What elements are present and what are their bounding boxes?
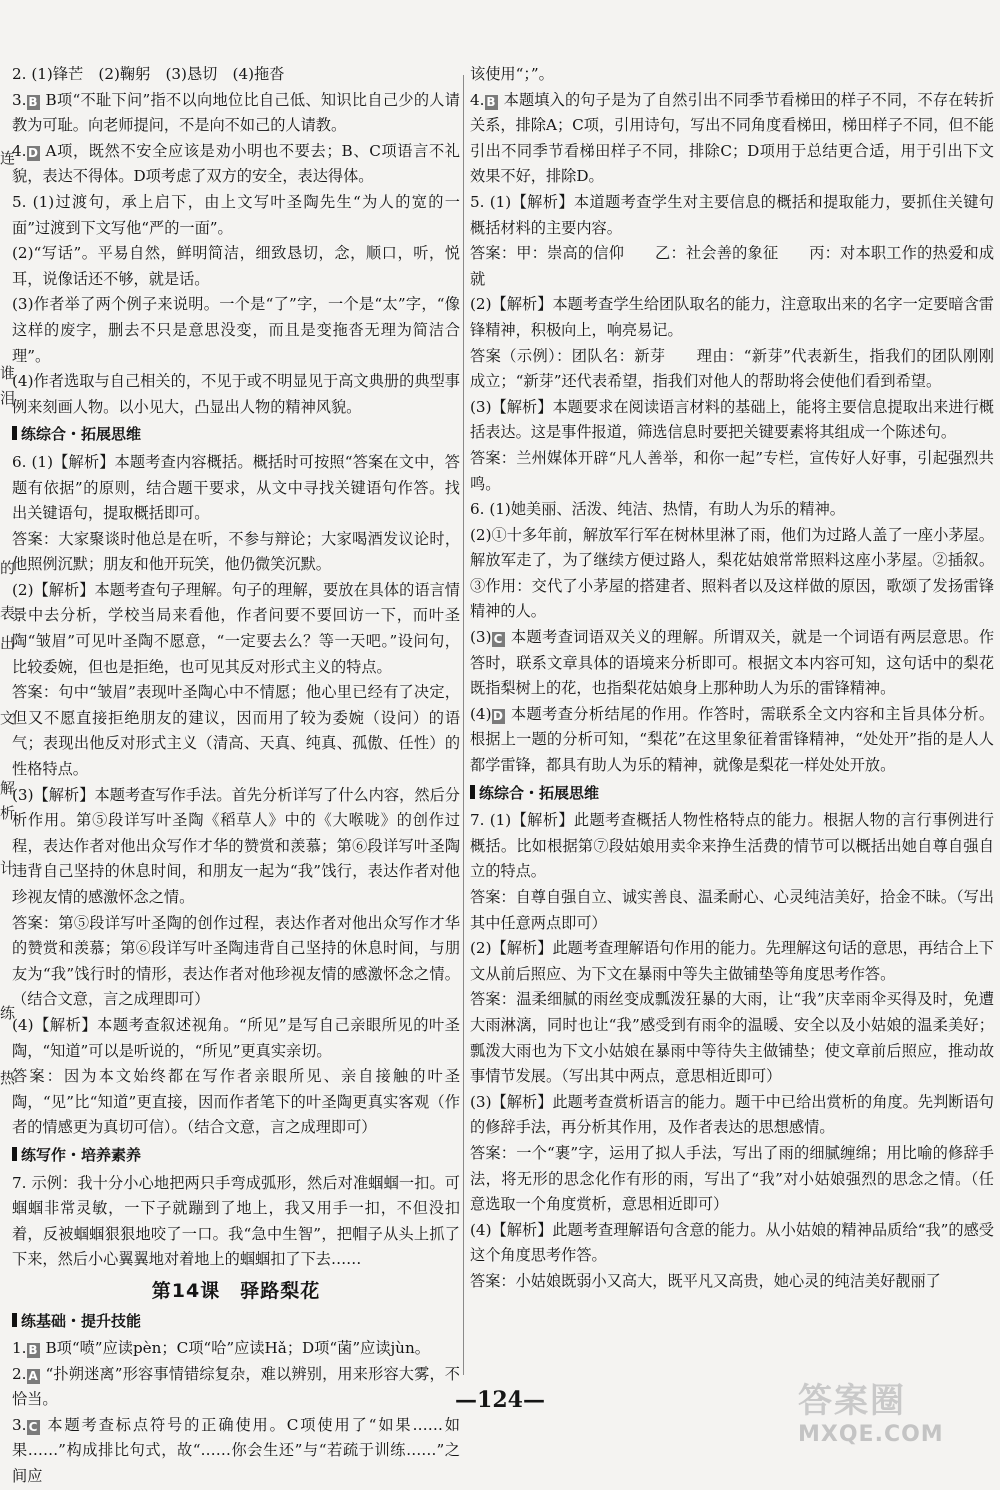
watermark-logo xyxy=(798,1373,988,1453)
answer-4: 4. D A项，既然不安全应该是劝小明也不要去；B、C项语言不礼貌，表达不得体。D项考虑了双方的安全，表达得体。 xyxy=(12,141,460,186)
lesson-answer-7-1-key: 答案：自尊自强自立、诚实善良、温柔耐心、心灵纯洁美好，拾金不昧。（写出其中任意两点即可） xyxy=(470,888,994,932)
answer-2: 2. (1)锋芒 (2)鞠躬 (3)恳切 (4)拖沓 xyxy=(12,65,285,83)
answer-3-text: B项“不耻下问”指不以向地位比自己低、知识比自己少的人请教为可耻。向老师提问，不是向不如己的人请教。 xyxy=(12,90,460,135)
lesson-answer-5-3-key: 答案：兰州媒体开辟“凡人善举，和你一起”专栏，宣传好人好事，引起强烈共鸣。 xyxy=(470,448,994,493)
section-bar-icon xyxy=(12,426,17,440)
margin-char: 解 xyxy=(0,779,16,797)
choice-box: B xyxy=(486,94,496,109)
page-number: —124— xyxy=(455,1387,545,1413)
answer-7: 7. 示例：我十分小心地把两只手弯成弧形，然后对准蝈蝈一扣。可蝈蝈非常灵敏，一下子就蹦到了地上，我又用手一扣，不但没扣着，反被蝈蝈狠狠地咬了一口。我“急中生智”，把帽子从头上抓了下来，然后小心翼翼地对着地上的蝈蝈扣了下去…… xyxy=(12,1173,460,1269)
lesson-answer-7-4: (4)【解析】此题考查理解语句含意的能力。从小姑娘的精神品质给“我”的感受这个角度思考作答。 xyxy=(470,1220,994,1265)
watermark-logo-text: 答案圈 xyxy=(798,1381,906,1421)
section-bar-icon xyxy=(12,1147,17,1161)
margin-char: 练 xyxy=(0,1004,16,1022)
left-margin-fragments xyxy=(0,60,16,1410)
margin-char: 表 xyxy=(0,604,16,622)
choice-box: A xyxy=(28,1368,38,1383)
lesson-title: 第14课 驿路梨花 xyxy=(151,1279,321,1302)
lesson-answer-5-3: (3)【解析】本题要求在阅读语言材料的基础上，能将主要信息提取出来进行概括表达。这是事件报道，筛选信息时要把关键要素将其组成一个陈述句。 xyxy=(470,397,994,442)
margin-char: 泪 xyxy=(0,389,16,407)
margin-char: 连 xyxy=(0,149,16,167)
lesson-answer-1: 1. B B项“喷”应读pèn；C项“哈”应读Hǎ；D项“菌”应读jùn。 xyxy=(12,1339,430,1358)
lesson-answer-5-2: (2)【解析】本题考查学生给团队取名的能力，注意取出来的名字一定要暗含雷锋精神，积极向上，响亮易记。 xyxy=(470,295,994,339)
lesson-answer-5-1-key: 答案：甲：崇高的信仰 乙：社会善的象征 丙：对本职工作的热爱和成就 xyxy=(470,244,994,288)
answer-6-3-key: 答案：第⑤段详写叶圣陶的创作过程，表达作者对他出众写作才华的赞赏和羡慕；第⑥段详写叶圣陶违背自己坚持的休息时间，与朋友为“我”饯行时的情形，表达作者对他珍视友情的感激怀念之情。（结合文意，言之成理即可） xyxy=(12,913,460,1009)
margin-char: 出 xyxy=(0,634,16,652)
margin-char: 的 xyxy=(0,559,16,577)
right-column xyxy=(470,62,994,1295)
lesson-answer-6-1: 6. (1)她美丽、活泼、纯洁、热情，有助人为乐的精神。 xyxy=(470,500,845,519)
choice-box: C xyxy=(27,1420,40,1435)
answer-5-1: 5. (1)过渡句，承上启下，由上文写叶圣陶先生“为人的宽的一面”过渡到下文写他“严的一面”。 xyxy=(12,192,460,237)
lesson-answer-6-4: (4) D 本题考查分析结尾的作用。作答时，需联系全文内容和主旨具体分析。根据上一题的分析可知，“梨花”在这里象征着雷锋精神，“处处开”指的是人人都学雷锋，都具有助人为乐的精神，就像是梨花一样处处开放。 xyxy=(470,704,994,775)
lesson-answer-2: 2. A “扑朔迷离”形容事情错综复杂，难以辨别，用来形容大雾，不恰当。 xyxy=(12,1364,460,1409)
answer-6-3: (3)【解析】本题考查写作手法。首先分析详写了什么内容，然后分析作用。第⑤段详写叶圣陶《稻草人》中的《大喉咙》的创作过程，表达作者对他出众写作才华的赞赏和羡慕；第⑥段详写叶圣陶违背自己坚持的休息时间，和朋友一起为“我”饯行，表达作者对他珍视友情的感激怀念之情。 xyxy=(12,785,460,906)
section-bar-icon xyxy=(12,1313,17,1327)
answer-3: 3. B B项“不耻下问”指不以向地位比自己低、知识比自己少的人请教为可耻。向老师提问，不是向不如己的人请教。 xyxy=(12,90,460,135)
answer-6-1: 6. (1)【解析】本题考查内容概括。概括时可按照“答案在文中，答题有依据”的原则，结合题干要求，从文中寻找关键语句作答。找出关键语句，提取概括即可。 xyxy=(12,452,460,523)
lesson-answer-5-2-key: 答案（示例）：团队名：新芽 理由：“新芽”代表新生，指我们的团队刚刚成立；“新芽”还代表希望，指我们对他人的帮助将会使他们看到希望。 xyxy=(470,346,994,391)
choice-box: B xyxy=(28,1343,38,1358)
answer-5-4: (4)作者选取与自己相关的，不见于或不明显见于高文典册的典型事例来刻画人物。以小见大，凸显出人物的精神风貌。 xyxy=(12,372,460,416)
lesson-answer-6-3: (3) C 本题考查词语双关义的理解。所谓双关，就是一个词语有两层意思。作答时，联系文章具体的语境来分析即可。根据文本内容可知，这句话中的梨花既指梨树上的花，也指梨花姑娘身上那种助人为乐的雷锋精神。 xyxy=(470,628,994,698)
section-heading: 练基础・提升技能 xyxy=(12,1309,460,1335)
choice-box: B xyxy=(28,94,38,109)
answer-6-2-key: 答案：句中“皱眉”表现叶圣陶心中不情愿；他心里已经有了决定，但又不愿直接拒绝朋友的建议，因而用了较为委婉（设问）的语气；表现出他反对形式主义（清高、天真、纯真、孤傲、任性）的性格特点。 xyxy=(12,683,460,779)
margin-char: 析 xyxy=(0,804,16,822)
section-heading: 练综合・拓展思维 xyxy=(470,781,994,807)
lesson-answer-6-2: (2)①十多年前，解放军行军在树林里淋了雨，他们为过路人盖了一座小茅屋。解放军走了，为了继续方便过路人，梨花姑娘常常照料这座小茅屋。②插叙。③作用：交代了小茅屋的搭建者、照料者以及这样做的原因，歌颂了发扬雷锋精神的人。 xyxy=(470,525,994,621)
answer-6-2: (2)【解析】本题考查句子理解。句子的理解，要放在具体的语言情景中去分析，学校当局来看他，作者问要不要回访一下，而叶圣陶“皱眉”可见叶圣陶不愿意，“一定要去么？等一天吧。”设问句，比较委婉，但也是拒绝，也可见其反对形式主义的特点。 xyxy=(12,580,460,676)
margin-char: 谁 xyxy=(0,364,16,382)
answer-4-text: A项，既然不安全应该是劝小明也不要去；B、C项语言不礼貌，表达不得体。D项考虑了双方的安全，表达得体。 xyxy=(12,141,460,186)
answer-3-continued: 该使用“；”。 xyxy=(470,65,554,83)
column-divider xyxy=(463,75,464,1375)
lesson-answer-7-2: (2)【解析】此题考查理解语句作用的能力。先理解这句话的意思，再结合上下文从前后照应、为下文在暴雨中等失主做铺垫等角度思考作答。 xyxy=(470,939,994,983)
lesson-answer-5-1: 5. (1)【解析】本道题考查学生对主要信息的概括和提取能力，要抓住关键句概括材料的主要内容。 xyxy=(470,192,994,237)
section-heading: 练写作・培养素养 xyxy=(12,1143,460,1169)
lesson-answer-7-3-key: 答案：一个“裹”字，运用了拟人手法，写出了雨的细腻缠绵；用比喻的修辞手法，将无形的思念化作有形的雨，写出了“我”对小姑娘强烈的思念之情。（任意选取一个角度赏析，意思相近即可） xyxy=(470,1143,994,1214)
answer-6-4: (4)【解析】本题考查叙述视角。“所见”是写自己亲眼所见的叶圣陶，“知道”可以是听说的，“所见”更真实亲切。 xyxy=(12,1015,460,1060)
left-column xyxy=(12,62,460,1490)
margin-char: 热 xyxy=(0,1069,16,1087)
answer-6-1-key: 答案：大家聚谈时他总是在听，不参与辩论；大家喝酒发议论时，他照例沉默；朋友和他开玩笑，他仍微笑沉默。 xyxy=(12,529,460,574)
margin-char: 文 xyxy=(0,709,16,727)
lesson-answer-7-2-key: 答案：温柔细腻的雨丝变成瓢泼狂暴的大雨，让“我”庆幸雨伞买得及时，免遭大雨淋漓，同时也让“我”感受到有雨伞的温暖、安全以及小姑娘的温柔美好；瓢泼大雨也为下文小姑娘在暴雨中等待失主做铺垫；使文章前后照应，推动故事情节发展。（写出其中两点，意思相近即可） xyxy=(470,990,994,1086)
lesson-answer-7-1: 7. (1)【解析】此题考查概括人物性格特点的能力。根据人物的言行事例进行概括。比如根据第⑦段姑娘用卖伞来挣生活费的情节可以概括出她自尊自强自立的特点。 xyxy=(470,811,994,881)
section-heading: 练综合・拓展思维 xyxy=(12,422,460,448)
lesson-answer-7-3: (3)【解析】此题考查赏析语言的能力。题干中已给出赏析的角度。先判断语句的修辞手法，再分析其作用，及作者表达的思想感情。 xyxy=(470,1092,994,1137)
lesson-answer-3: 3. C 本题考查标点符号的正确使用。C项使用了“如果……如果……”构成排比句式，故“……你会生还”与“若疏于训练……”之间应 xyxy=(12,1415,460,1486)
margin-char: 计 xyxy=(0,859,16,877)
answer-5-2: (2)“写话”。平易自然，鲜明简洁，细致恳切，念，顺口，听，悦耳，说像话还不够，就是话。 xyxy=(12,244,460,288)
choice-box: D xyxy=(28,145,38,160)
section-bar-icon xyxy=(470,785,475,799)
lesson-answer-7-4-key: 答案：小姑娘既弱小又高大，既平凡又高贵，她心灵的纯洁美好靓丽了 xyxy=(470,1271,941,1290)
answer-6-4-key: 答案：因为本文始终都在写作者亲眼所见、亲自接触的叶圣陶，“见”比“知道”更直接，因而作者笔下的叶圣陶更真实客观（作者的情感更为真切可信）。（结合文意，言之成理即可） xyxy=(12,1067,460,1137)
lesson-answer-4: 4. B 本题填入的句子是为了自然引出不同季节看梯田的样子不同，不存在转折关系，排除A；C项，引用诗句，写出不同角度看梯田，梯田样子不同，但不能引出不同季节看梯田样子不同，排除C；D项用于总结更合适，用于引出下文效果不好，排除D。 xyxy=(470,90,994,186)
watermark-url: MXQE.COM xyxy=(798,1422,944,1447)
answer-5-3: (3)作者举了两个例子来说明。一个是“了”字，一个是“太”字，“像这样的废字，删去不只是意思没变，而且是变拖沓无理为简洁合理”。 xyxy=(12,295,460,365)
choice-box: D xyxy=(493,708,503,723)
choice-box: C xyxy=(492,632,505,647)
